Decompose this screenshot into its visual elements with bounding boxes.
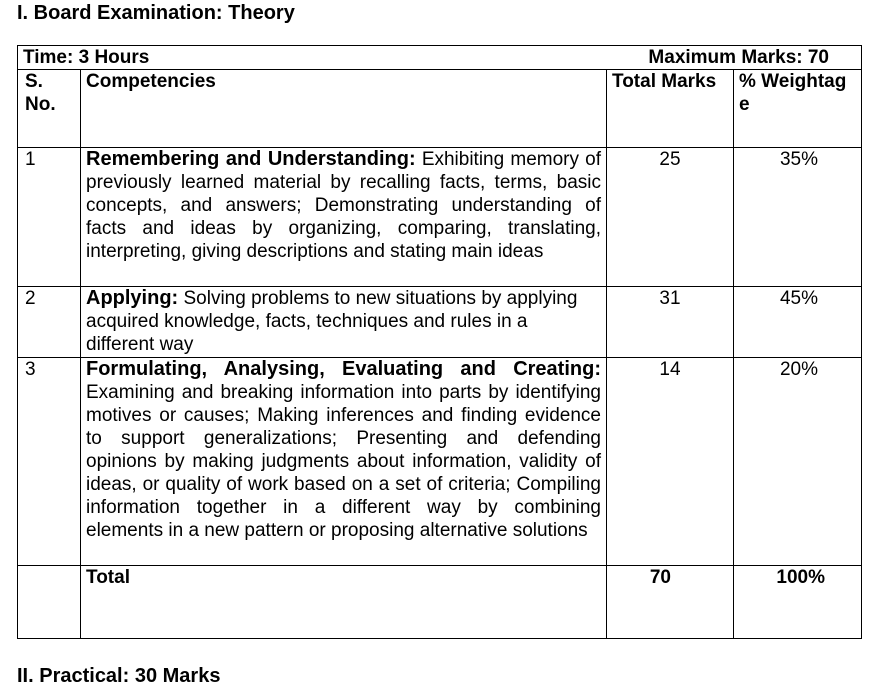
table-row xyxy=(18,148,862,287)
total-weightage: 100% xyxy=(734,566,862,639)
total-marks: 70 xyxy=(607,566,734,639)
time-row xyxy=(18,46,862,70)
competency-description: Examining and breaking information into parts by identifying motives or causes; Making inferences and finding evidence to support generalizations; Presenting and defending opinions by making judgments about information, validity of ideas, or quality of work based on a set of criteria; Compiling information together in a different way by combining elements in a new pattern or proposing alternative solutions xyxy=(86,382,601,541)
competency-term: Formulating, Analysing, Evaluating and Creating: xyxy=(86,358,601,380)
section-heading-theory: I. Board Examination: Theory xyxy=(17,2,295,24)
row-weightage: 20% xyxy=(734,358,862,566)
max-marks-label: Maximum Marks: 70 xyxy=(648,47,829,68)
total-row xyxy=(18,566,862,639)
competency-term: Remembering and Understanding: xyxy=(86,148,416,170)
row-weightage: 45% xyxy=(734,287,862,358)
row-weightage: 35% xyxy=(734,148,862,287)
time-label: Time: 3 Hours xyxy=(23,47,150,68)
header-competencies: Competencies xyxy=(81,70,607,148)
section-heading-practical: II. Practical: 30 Marks xyxy=(17,665,221,687)
header-sno: S. No. xyxy=(18,70,81,148)
row-marks: 25 xyxy=(607,148,734,287)
row-marks: 14 xyxy=(607,358,734,566)
competency-description: Solving problems to new situations by applying acquired knowledge, facts, techniques and rules in a different way xyxy=(86,288,578,355)
total-sno-empty xyxy=(18,566,81,639)
header-weightage: % Weightag e xyxy=(734,70,862,148)
header-row xyxy=(18,70,862,148)
row-sno: 2 xyxy=(18,287,81,358)
competency-description: Exhibiting memory of previously learned material by recalling facts, terms, basic concepts, and answers; Demonstrating understanding of facts and ideas by organizing, comparing, translating, interpreting, giving descriptions and stating main ideas xyxy=(86,149,602,262)
competency-term: Applying: xyxy=(86,287,179,309)
theory-marks-table xyxy=(17,45,862,639)
row-competency xyxy=(81,148,607,287)
time-cell xyxy=(18,46,862,70)
row-competency xyxy=(81,287,607,358)
row-competency xyxy=(81,358,607,566)
row-marks: 31 xyxy=(607,287,734,358)
table-row xyxy=(18,287,862,358)
table-row xyxy=(18,358,862,566)
total-label: Total xyxy=(81,566,607,639)
row-sno: 3 xyxy=(18,358,81,566)
header-total-marks: Total Marks xyxy=(607,70,734,148)
row-sno: 1 xyxy=(18,148,81,287)
